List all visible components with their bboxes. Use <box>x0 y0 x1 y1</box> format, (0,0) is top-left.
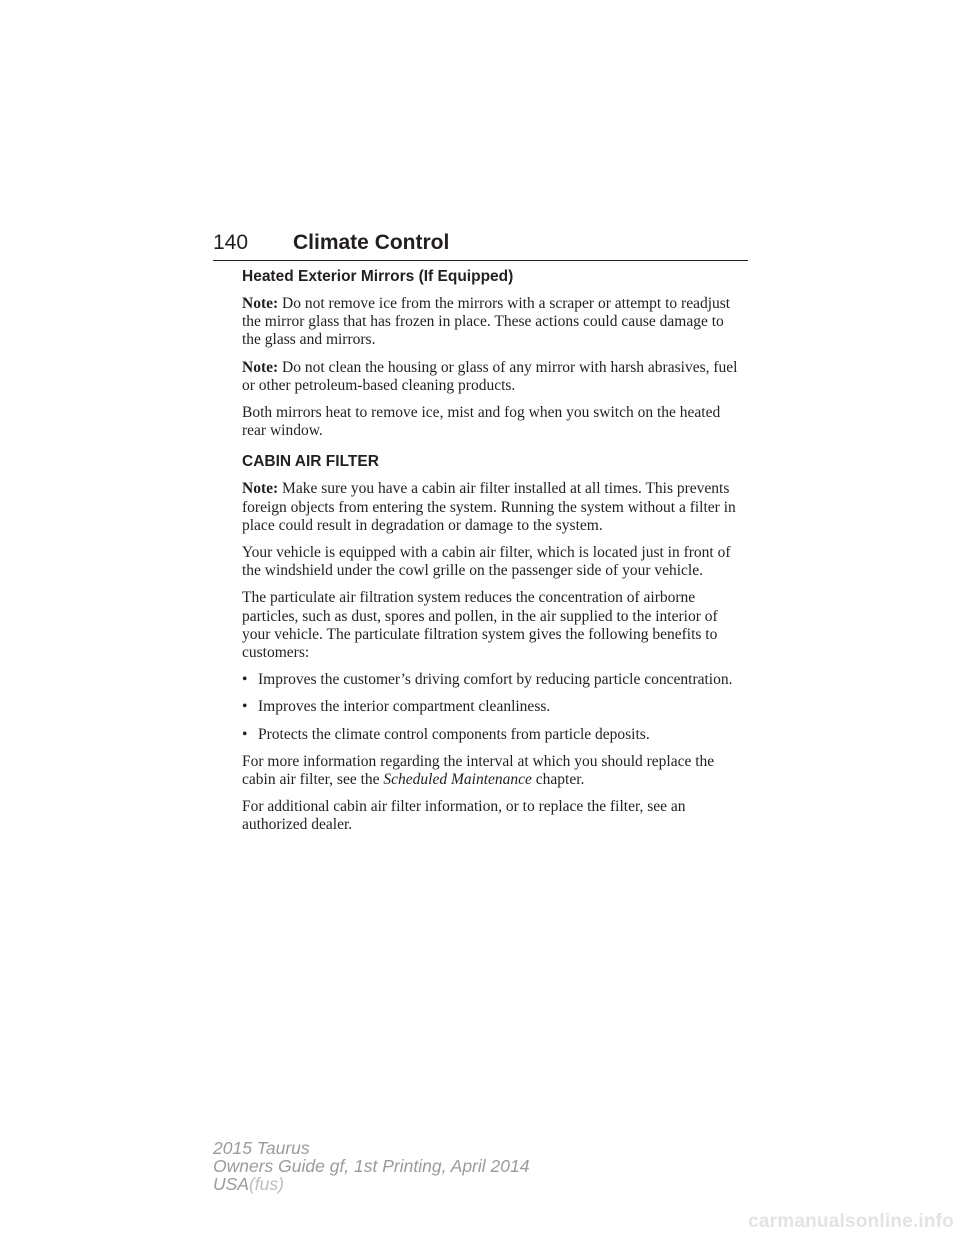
heated-mirrors-heading: Heated Exterior Mirrors (If Equipped) <box>242 268 514 285</box>
heated-mirrors-note-1 <box>242 295 742 350</box>
paragraph-text: For more information regarding the interval at which you should replace the cabin air filter, see the <box>242 752 715 789</box>
footer-region: USA <box>213 1174 249 1194</box>
note-text: Do not clean the housing or glass of any mirror with harsh abrasives, fuel or other petroleum-based cleaning products. <box>242 358 738 394</box>
bullet-icon: • <box>242 698 248 716</box>
cabin-air-filter-paragraph-4: For additional cabin air filter information, or to replace the filter, see an authorized dealer. <box>242 798 686 834</box>
heated-mirrors-note-2 <box>242 359 742 395</box>
footer-printing: Owners Guide gf, 1st Printing, April 2014 <box>213 1156 530 1176</box>
paragraph-text: chapter. <box>531 771 585 789</box>
list-item <box>242 698 742 716</box>
document-footer <box>213 1139 529 1193</box>
list-item-text: Improves the interior compartment cleanliness. <box>258 698 551 716</box>
footer-model: 2015 Taurus <box>213 1138 310 1158</box>
list-item <box>242 726 742 744</box>
benefits-list <box>242 671 742 744</box>
heated-mirrors-body: Both mirrors heat to remove ice, mist and fog when you switch on the heated rear window. <box>242 404 721 440</box>
footer-region-code: (fus) <box>248 1174 284 1194</box>
page-number: 140 <box>213 231 249 254</box>
list-item <box>242 671 742 689</box>
list-item-text: Protects the climate control components from particle deposits. <box>258 725 650 743</box>
cabin-air-filter-paragraph-2: The particulate air filtration system reduces the concentration of airborne particles, such as dust, spores and pollen, in the air supplied to the interior of your vehicle. The particulate filtration system gives the following benefits to customers: <box>242 589 718 662</box>
chapter-reference: Scheduled Maintenance <box>383 771 532 789</box>
bullet-icon: • <box>242 725 248 743</box>
note-text: Do not remove ice from the mirrors with a scraper or attempt to readjust the mirror glass that has frozen in place. These actions could cause damage to the glass and mirrors. <box>242 295 731 349</box>
cabin-air-filter-paragraph-1: Your vehicle is equipped with a cabin air filter, which is located just in front of the windshield under the cowl grille on the passenger side of your vehicle. <box>242 544 731 580</box>
cabin-air-filter-heading: CABIN AIR FILTER <box>242 453 379 471</box>
watermark: carmanualsonline.info <box>748 1211 954 1232</box>
chapter-title: Climate Control <box>293 231 450 254</box>
page-content <box>242 268 742 844</box>
list-item-text: Improves the customer’s driving comfort by reducing particle concentration. <box>258 671 733 689</box>
footer-market <box>213 1175 529 1193</box>
note-label: Note: <box>242 480 279 498</box>
note-text: Make sure you have a cabin air filter installed at all times. This prevents foreign objects from entering the system. Running the system without a filter in place could result in degradation or damage to the system. <box>242 480 736 534</box>
note-label: Note: <box>242 358 279 376</box>
bullet-icon: • <box>242 671 248 689</box>
note-label: Note: <box>242 295 279 312</box>
cabin-air-filter-note <box>242 480 742 535</box>
cabin-air-filter-paragraph-3 <box>242 753 742 789</box>
page-header <box>213 230 748 261</box>
